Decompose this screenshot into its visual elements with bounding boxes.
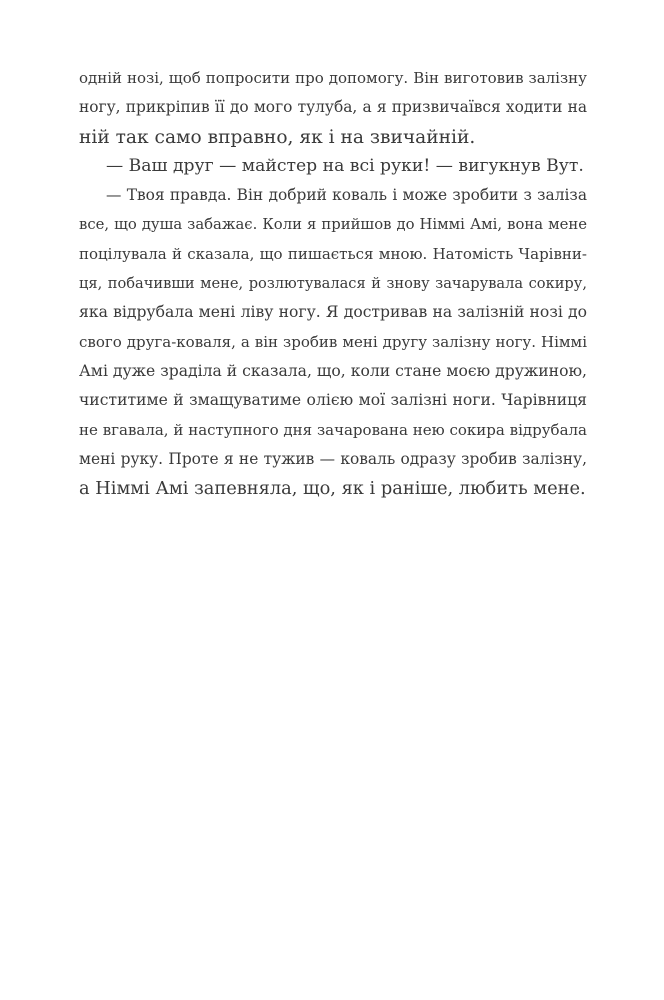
text-line: свого друга-коваля, а він зробив мені другу залізну ногу. Німмі bbox=[79, 332, 587, 351]
text-line: одній нозі, щоб попросити про допомогу. Він виготовив залізну bbox=[79, 69, 587, 87]
text-line: ній так само вправно, як і на звичайній. bbox=[79, 126, 476, 148]
text-line: чиститиме й змащуватиме олією мої залізні ноги. Чарівниця bbox=[79, 391, 587, 410]
text-line: все, що душа забажає. Коли я прийшов до Німмі Амі, вона мене bbox=[79, 216, 587, 234]
body-text bbox=[79, 64, 587, 503]
text-line: поцілувала й сказала, що пишається мною. Натомість Чарівни- bbox=[79, 244, 587, 263]
dialogue-line: — Ваш друг — майстер на всі руки! — вигукнув Вут. bbox=[106, 155, 584, 176]
text-line: яка відрубала мені ліву ногу. Я достривав на залізній нозі до bbox=[79, 303, 587, 322]
text-line: а Німмі Амі запевняла, що, як і раніше, любить мене. bbox=[79, 478, 586, 500]
dialogue-line: — Твоя правда. Він добрий коваль і може зробити з заліза bbox=[106, 186, 587, 205]
text-line: Амі дуже зраділа й сказала, що, коли стане моєю дружиною, bbox=[79, 361, 587, 380]
text-line: ногу, прикріпив її до мого тулуба, а я призвичаївся ходити на bbox=[79, 98, 587, 117]
text-line: мені руку. Проте я не тужив — коваль одразу зробив залізну, bbox=[79, 449, 587, 468]
text-line: ця, побачивши мене, розлютувалася й знову зачарувала сокиру, bbox=[79, 275, 587, 293]
text-line: не вгавала, й наступного дня зачарована нею сокира відрубала bbox=[79, 420, 587, 439]
